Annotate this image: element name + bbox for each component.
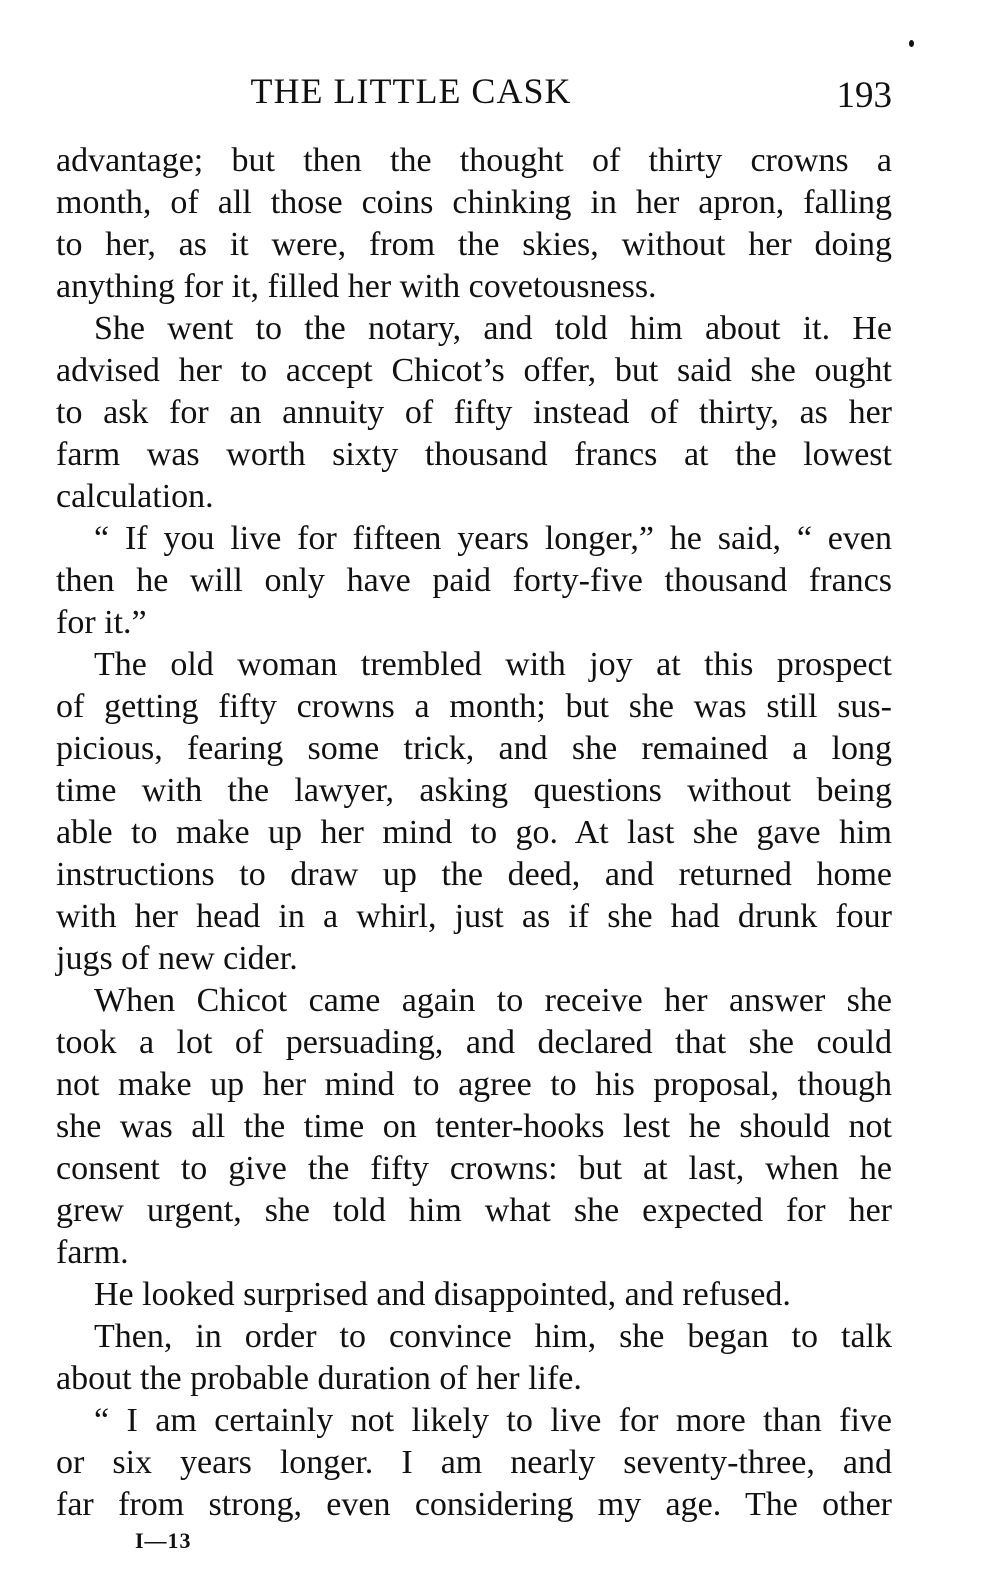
text-line: calculation. [56, 478, 214, 515]
text-line: Then, in order to convince him, she began to talk [94, 1318, 892, 1355]
text-line: He looked surprised and disappointed, and refused. [94, 1276, 791, 1313]
text-line: The old woman trembled with joy at this prospect [94, 646, 892, 683]
text-line: time with the lawyer, asking questions without being [56, 772, 892, 809]
ink-speck [909, 40, 914, 47]
text-line: she was all the time on tenter-hooks lest he should not [56, 1108, 892, 1145]
text-line: with her head in a whirl, just as if she had drunk four [56, 898, 892, 935]
text-line: “ If you live for fifteen years longer,” he said, “ even [94, 520, 892, 557]
body-text [56, 140, 892, 1526]
text-line: advantage; but then the thought of thirty crowns a [56, 142, 892, 179]
signature-mark: I—13 [135, 1528, 192, 1553]
text-line: about the probable duration of her life. [56, 1360, 582, 1397]
text-line: grew urgent, she told him what she expected for her [56, 1192, 892, 1229]
text-line: jugs of new cider. [56, 940, 298, 977]
text-line: not make up her mind to agree to his proposal, though [56, 1066, 892, 1103]
text-line: When Chicot came again to receive her answer she [94, 982, 892, 1019]
text-line: or six years longer. I am nearly seventy-three, and [56, 1444, 892, 1481]
text-line: to her, as it were, from the skies, without her doing [56, 226, 892, 263]
page-number: 193 [836, 75, 892, 116]
text-line: consent to give the fifty crowns: but at last, when he [56, 1150, 892, 1187]
text-line: month, of all those coins chinking in her apron, falling [56, 184, 892, 221]
text-line: “ I am certainly not likely to live for more than five [94, 1402, 892, 1439]
text-line: for it.” [56, 604, 147, 641]
text-line: able to make up her mind to go. At last she gave him [56, 814, 892, 851]
text-line: took a lot of persuading, and declared that she could [56, 1024, 892, 1061]
text-line: instructions to draw up the deed, and returned home [56, 856, 892, 893]
text-line: anything for it, filled her with covetousness. [56, 268, 657, 305]
page-header [56, 66, 892, 116]
text-line: picious, fearing some trick, and she remained a long [56, 730, 892, 767]
text-line: farm was worth sixty thousand francs at the lowest [56, 436, 892, 473]
text-line: then he will only have paid forty-five thousand francs [56, 562, 892, 599]
text-line: farm. [56, 1234, 129, 1271]
text-line: of getting fifty crowns a month; but she was still sus- [56, 688, 892, 725]
text-line: to ask for an annuity of fifty instead of thirty, as her [56, 394, 892, 431]
text-line: far from strong, even considering my age. The other [56, 1486, 892, 1523]
running-title: THE LITTLE CASK [250, 71, 572, 111]
text-line: She went to the notary, and told him about it. He [94, 310, 892, 347]
text-line: advised her to accept Chicot’s offer, but said she ought [56, 352, 892, 389]
